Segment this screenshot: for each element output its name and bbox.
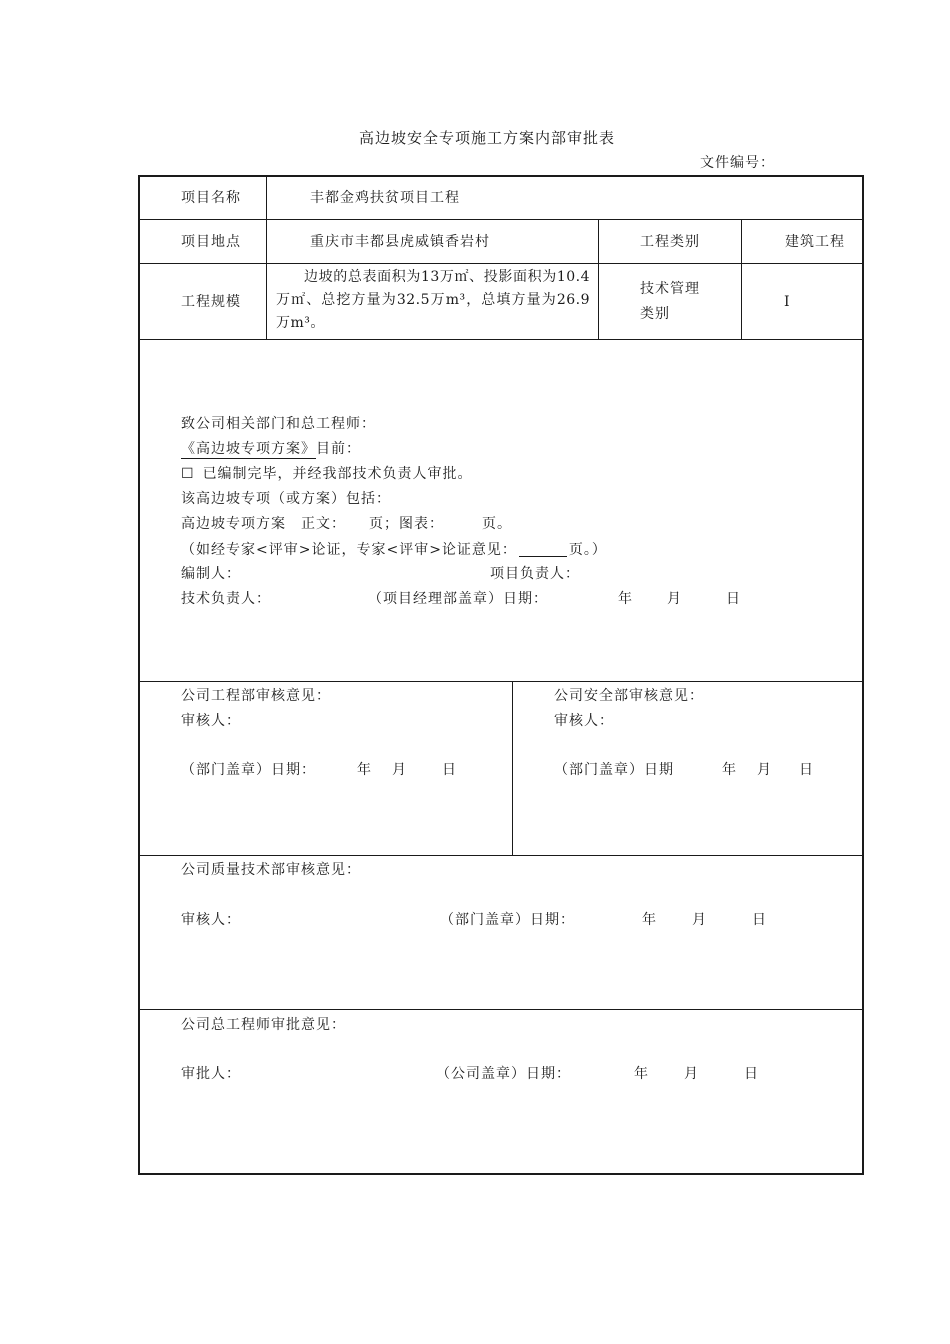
quality-stamp-date: （部门盖章）日期： (440, 912, 575, 928)
row-divider (138, 855, 864, 856)
project-manager-label: 项目负责人： (490, 566, 580, 582)
table-border-top (138, 175, 864, 177)
document-title: 高边坡安全专项施工方案内部审批表 (359, 129, 616, 147)
status-line (181, 467, 473, 481)
project-category-value: 建筑工程 (785, 234, 845, 250)
date-month: 月 (392, 762, 406, 778)
column-divider (266, 175, 267, 340)
engineering-reviewer-label: 审核人： (181, 713, 241, 729)
date-month: 月 (757, 762, 771, 778)
expert-pages-blank[interactable] (519, 542, 567, 557)
engineering-stamp-date: （部门盖章）日期： (181, 762, 316, 778)
date-day: 日 (752, 912, 766, 928)
date-year: 年 (642, 912, 656, 928)
table-border-left (138, 175, 140, 1175)
expert-line (181, 542, 607, 557)
date-month: 月 (667, 591, 681, 607)
date-day: 日 (799, 762, 813, 778)
date-year: 年 (634, 1066, 648, 1082)
project-location-value: 重庆市丰都县虎威镇香岩村 (310, 234, 490, 250)
expert-suffix: 页。） (568, 542, 607, 558)
column-divider (598, 219, 599, 340)
date-day: 日 (442, 762, 456, 778)
quality-reviewer-label: 审核人： (181, 912, 241, 928)
safety-reviewer-label: 审核人： (554, 713, 614, 729)
chief-engineer-approver-label: 审批人： (181, 1066, 241, 1082)
tech-lead-label: 技术负责人： (181, 591, 271, 607)
date-day: 日 (744, 1066, 758, 1082)
plan-line (181, 442, 361, 456)
row-divider (138, 681, 864, 682)
date-month: 月 (692, 912, 706, 928)
completion-checkbox[interactable]: ☐ (181, 466, 195, 482)
includes-line: 该高边坡专项（或方案）包括： (181, 491, 391, 507)
date-day: 日 (726, 591, 740, 607)
table-border-right (862, 175, 864, 1175)
safety-opinion-label: 公司安全部审核意见： (554, 688, 704, 704)
safety-stamp-date: （部门盖章）日期 (554, 762, 674, 778)
date-year: 年 (357, 762, 371, 778)
project-name-value: 丰都金鸡扶贫项目工程 (310, 190, 460, 206)
project-name-label: 项目名称 (181, 190, 241, 206)
tech-mgmt-value: I (784, 294, 790, 310)
project-stamp-date: （项目经理部盖章）日期： (368, 591, 548, 607)
chief-engineer-opinion-label: 公司总工程师审批意见： (181, 1017, 346, 1033)
row-divider (138, 219, 864, 220)
project-category-label: 工程类别 (640, 234, 700, 250)
pages-line: 高边坡专项方案 正文： 页；图表： 页。 (181, 516, 512, 532)
file-number-label: 文件编号： (700, 155, 775, 171)
column-divider (741, 219, 742, 340)
tech-mgmt-label-line1: 技术管理 (640, 281, 700, 297)
tech-mgmt-label-line2: 类别 (640, 306, 670, 322)
project-location-label: 项目地点 (181, 234, 241, 250)
author-label: 编制人： (181, 566, 241, 582)
column-divider (512, 681, 513, 856)
project-scale-value: 边坡的总表面积为13万㎡、投影面积为10.4万㎡、总挖方量为32.5万m³，总填方量为26.9万m³。 (276, 269, 590, 331)
row-divider (138, 1009, 864, 1010)
plan-name: 《高边坡专项方案》 (181, 441, 316, 457)
status-text: 已编制完毕，并经我部技术负责人审批。 (202, 466, 473, 482)
row-divider (138, 263, 864, 264)
quality-opinion-label: 公司质量技术部审核意见： (181, 862, 361, 878)
addressee-line: 致公司相关部门和总工程师： (181, 416, 376, 432)
date-year: 年 (722, 762, 736, 778)
company-stamp-date: （公司盖章）日期： (436, 1066, 571, 1082)
project-scale-label: 工程规模 (181, 294, 241, 310)
expert-prefix: （如经专家<评审>论证，专家<评审>论证意见： (181, 542, 517, 558)
row-divider (138, 339, 864, 340)
table-border-bottom (138, 1173, 864, 1175)
date-month: 月 (684, 1066, 698, 1082)
date-year: 年 (618, 591, 632, 607)
engineering-opinion-label: 公司工程部审核意见： (181, 688, 331, 704)
plan-suffix: 目前： (316, 441, 361, 457)
